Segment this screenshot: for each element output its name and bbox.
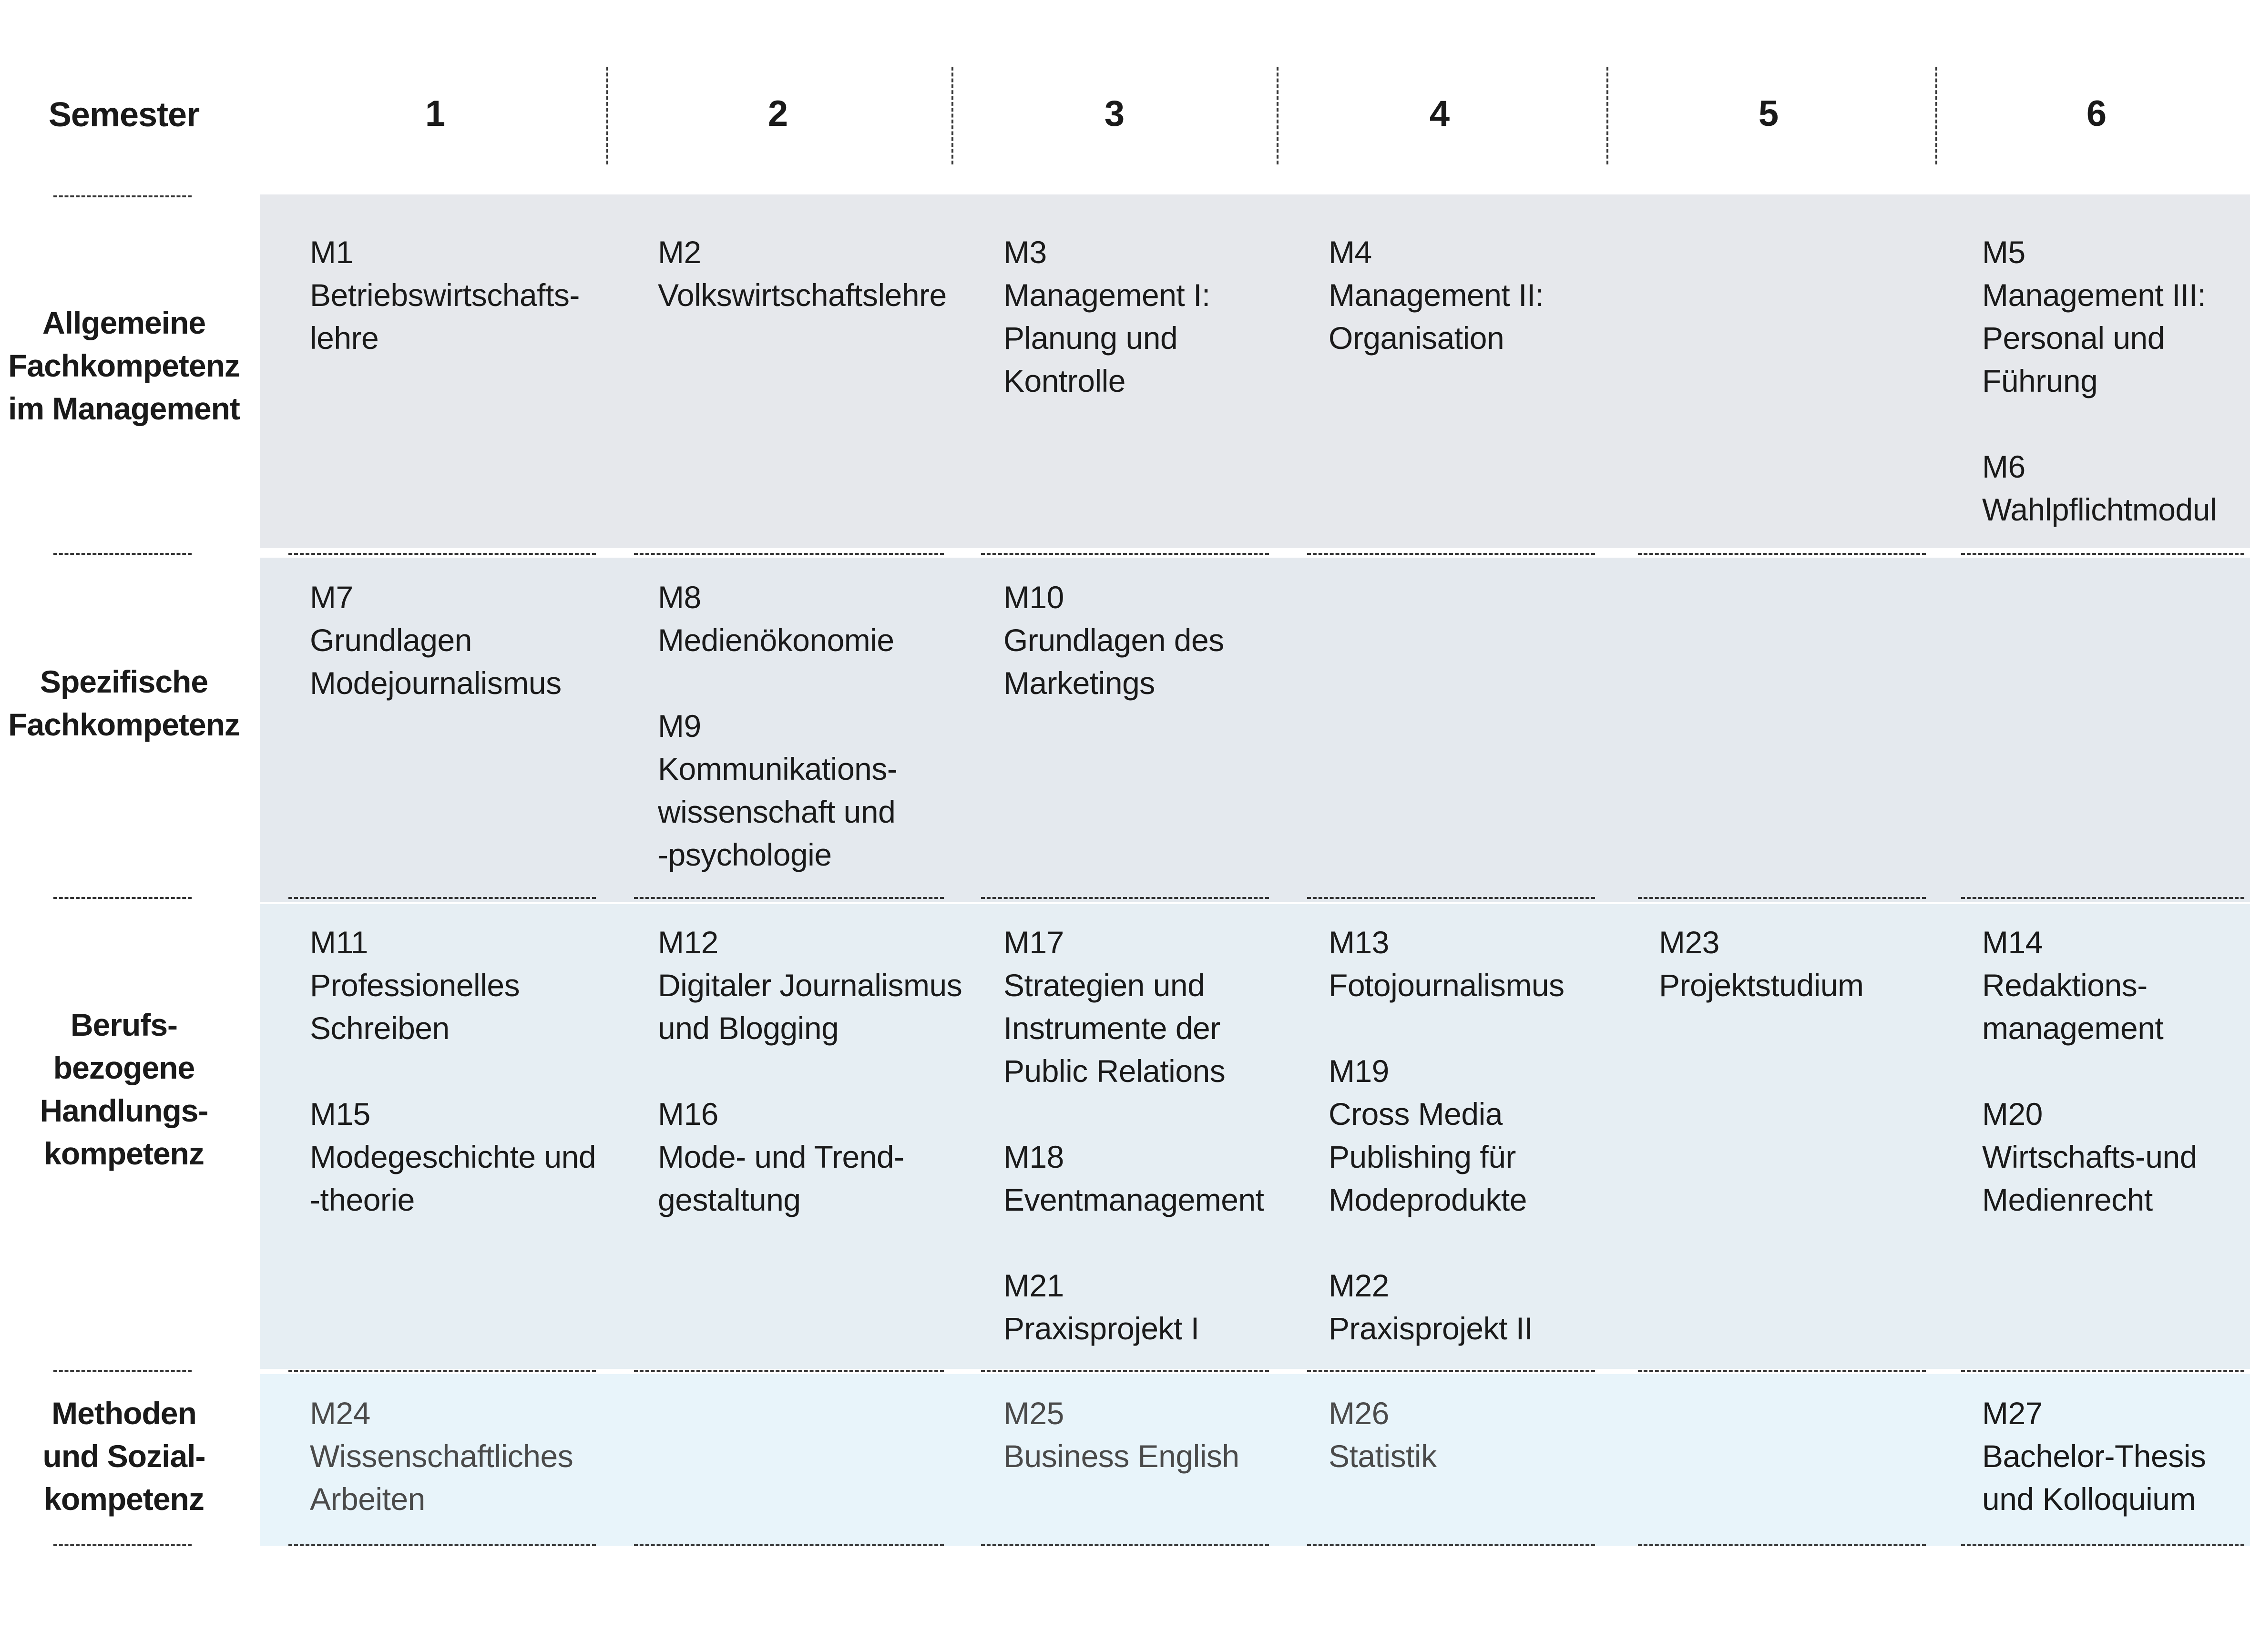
- module-title-line: Medienökonomie: [658, 622, 894, 658]
- row-separator: [981, 897, 1269, 899]
- row-separator-left: [53, 1544, 192, 1546]
- row-separator: [981, 1370, 1269, 1372]
- header-separator: [951, 67, 953, 164]
- module-title-line: und Kolloquium: [1982, 1481, 2196, 1517]
- module-code: M7: [310, 580, 353, 615]
- row-separator-left: [53, 897, 192, 899]
- module-title-line: Organisation: [1329, 320, 1504, 356]
- row-separator: [1307, 1370, 1595, 1372]
- module-code: M3: [1003, 235, 1047, 270]
- module-title-line: Medienrecht: [1982, 1182, 2153, 1217]
- row-label-line: Spezifische: [40, 664, 208, 699]
- module-code: M5: [1982, 235, 2025, 270]
- module-title-line: -psychologie: [658, 837, 832, 872]
- row-separator: [1307, 897, 1595, 899]
- module-title-line: Instrumente der: [1003, 1010, 1220, 1046]
- module-title-line: Führung: [1982, 363, 2098, 398]
- module-cell: [1329, 1392, 1437, 1478]
- semester-header-label: Semester: [48, 96, 200, 134]
- module-code: M1: [310, 235, 353, 270]
- module-cell: [310, 921, 596, 1221]
- module-entry: [1329, 1392, 1437, 1478]
- row-label-line: Berufs-: [70, 1007, 178, 1042]
- module-title-line: Modejournalismus: [310, 665, 562, 701]
- header-separator: [1935, 67, 1937, 164]
- row-separator-left: [53, 553, 192, 555]
- row-separator: [1961, 1544, 2244, 1546]
- module-entry: [1329, 921, 1565, 1007]
- semester-number-4: 4: [1429, 93, 1450, 134]
- module-entry: [1329, 1264, 1565, 1350]
- module-title-line: Praxisprojekt II: [1329, 1311, 1533, 1346]
- semester-number-1: 1: [425, 93, 446, 134]
- row-separator: [1638, 897, 1926, 899]
- module-entry: [1659, 921, 1864, 1007]
- module-entry: [1982, 1392, 2206, 1520]
- module-title-line: Management I:: [1003, 277, 1210, 313]
- module-code: M24: [310, 1396, 370, 1431]
- header-separator: [1606, 67, 1608, 164]
- row-separator: [1307, 1544, 1595, 1546]
- module-title-line: -theorie: [310, 1182, 415, 1217]
- header-separator: [1277, 67, 1278, 164]
- module-title-line: Kommunikations-: [658, 751, 898, 786]
- row-label: [0, 301, 248, 430]
- module-cell: [1329, 921, 1565, 1350]
- module-title-line: Grundlagen des: [1003, 622, 1224, 658]
- module-title-line: Cross Media: [1329, 1096, 1503, 1132]
- module-code: M19: [1329, 1053, 1389, 1089]
- module-title-line: Schreiben: [310, 1010, 450, 1046]
- module-code: M4: [1329, 235, 1372, 270]
- module-entry: [310, 1392, 573, 1520]
- row-label-line: und Sozial-: [42, 1438, 205, 1474]
- module-cell: [310, 576, 562, 704]
- module-cell: [658, 921, 962, 1221]
- module-code: M18: [1003, 1139, 1064, 1174]
- module-title-line: wissenschaft und: [658, 794, 896, 829]
- module-entry: [658, 1092, 962, 1221]
- row-separator: [1638, 1370, 1926, 1372]
- module-code: M27: [1982, 1396, 2043, 1431]
- module-title-line: Redaktions-: [1982, 968, 2148, 1003]
- module-entry: [658, 231, 947, 316]
- row-separator: [981, 553, 1269, 555]
- module-entry: [310, 1092, 596, 1221]
- module-cell: [658, 231, 947, 316]
- module-entry: [310, 576, 562, 704]
- module-title-line: Business English: [1003, 1438, 1239, 1474]
- row-separator: [288, 897, 596, 899]
- module-entry: [310, 231, 580, 359]
- row-label-line: Methoden: [51, 1396, 196, 1431]
- module-title-line: Personal und: [1982, 320, 2165, 356]
- semester-number-5: 5: [1758, 93, 1779, 134]
- module-title-line: Management III:: [1982, 277, 2206, 313]
- module-title-line: Public Relations: [1003, 1053, 1226, 1089]
- module-cell: [658, 576, 897, 876]
- module-entry: [1003, 576, 1224, 704]
- row-separator: [634, 897, 944, 899]
- module-title-line: lehre: [310, 320, 379, 356]
- row-label-line: bezogene: [53, 1050, 195, 1085]
- module-code: M15: [310, 1096, 370, 1132]
- module-title-line: Wirtschafts-und: [1982, 1139, 2197, 1174]
- semester-number-6: 6: [2086, 93, 2107, 134]
- module-cell: [310, 231, 580, 359]
- module-title-line: Betriebswirtschafts-: [310, 277, 580, 313]
- row-separator: [634, 1544, 944, 1546]
- module-title-line: Wissenschaftliches: [310, 1438, 573, 1474]
- module-entry: [310, 921, 596, 1050]
- row-separator: [1961, 897, 2244, 899]
- module-code: M16: [658, 1096, 718, 1132]
- module-title-line: Management II:: [1329, 277, 1544, 313]
- row-separator-left: [53, 1370, 192, 1372]
- module-title-line: Strategien und: [1003, 968, 1205, 1003]
- module-cell: [1329, 231, 1544, 359]
- row-separator: [634, 553, 944, 555]
- module-code: M8: [658, 580, 701, 615]
- module-title-line: Eventmanagement: [1003, 1182, 1264, 1217]
- module-cell: [1982, 1392, 2206, 1520]
- module-code: M9: [658, 708, 701, 744]
- module-title-line: Marketings: [1003, 665, 1155, 701]
- module-code: M25: [1003, 1396, 1064, 1431]
- module-entry: [1982, 1092, 2197, 1221]
- module-title-line: Modegeschichte und: [310, 1139, 596, 1174]
- row-label: [0, 660, 248, 746]
- module-title-line: Projektstudium: [1659, 968, 1864, 1003]
- module-title-line: Digitaler Journalismus: [658, 968, 962, 1003]
- module-entry: [658, 576, 897, 662]
- module-entry: [1003, 921, 1264, 1092]
- module-entry: [1003, 1135, 1264, 1221]
- module-entry: [658, 921, 962, 1050]
- module-cell: [1982, 231, 2217, 531]
- module-cell: [1003, 1392, 1239, 1478]
- module-entry: [1003, 1392, 1239, 1478]
- module-title-line: Praxisprojekt I: [1003, 1311, 1199, 1346]
- row-label-line: Allgemeine: [42, 305, 206, 340]
- module-title-line: Volkswirtschaftslehre: [658, 277, 947, 313]
- module-code: M6: [1982, 449, 2025, 484]
- row-separator-left: [53, 195, 192, 197]
- module-title-line: Modeprodukte: [1329, 1182, 1527, 1217]
- module-entry: [1003, 231, 1210, 402]
- module-title-line: Grundlagen: [310, 622, 472, 658]
- row-separator: [634, 1370, 944, 1372]
- module-code: M11: [310, 925, 368, 960]
- semester-number-2: 2: [767, 93, 788, 134]
- row-separator: [1961, 1370, 2244, 1372]
- module-title-line: Professionelles: [310, 968, 520, 1003]
- module-code: M12: [658, 925, 718, 960]
- row-separator: [288, 1544, 596, 1546]
- module-cell: [1003, 576, 1224, 704]
- module-code: M23: [1659, 925, 1719, 960]
- module-entry: [1982, 921, 2197, 1050]
- semester-number-3: 3: [1104, 93, 1125, 134]
- module-entry: [1329, 1050, 1565, 1221]
- module-title-line: Wahlpflichtmodul: [1982, 492, 2217, 527]
- module-code: M10: [1003, 580, 1064, 615]
- module-title-line: Planung und: [1003, 320, 1178, 356]
- module-title-line: Statistik: [1329, 1438, 1437, 1474]
- row-label-line: Fachkompetenz: [8, 348, 240, 383]
- header-separator: [606, 67, 608, 164]
- row-label: [0, 1392, 248, 1520]
- module-title-line: Arbeiten: [310, 1481, 425, 1517]
- module-title-line: Fotojournalismus: [1329, 968, 1565, 1003]
- row-separator: [288, 553, 596, 555]
- row-separator: [288, 1370, 596, 1372]
- row-label-line: Handlungs-: [40, 1093, 208, 1128]
- module-code: M13: [1329, 925, 1389, 960]
- row-separator: [981, 1544, 1269, 1546]
- module-entry: [658, 704, 897, 876]
- module-cell: [1659, 921, 1864, 1007]
- row-separator: [1961, 553, 2244, 555]
- module-title-line: management: [1982, 1010, 2164, 1046]
- row-separator: [1638, 1544, 1926, 1546]
- module-code: M17: [1003, 925, 1064, 960]
- module-title-line: Kontrolle: [1003, 363, 1125, 398]
- row-label-line: im Management: [8, 391, 240, 426]
- module-entry: [1982, 231, 2217, 402]
- module-title-line: Bachelor-Thesis: [1982, 1438, 2206, 1474]
- module-title-line: und Blogging: [658, 1010, 839, 1046]
- module-cell: [1982, 921, 2197, 1221]
- module-cell: [1003, 231, 1210, 402]
- module-code: M2: [658, 235, 701, 270]
- module-code: M26: [1329, 1396, 1389, 1431]
- row-separator: [1307, 553, 1595, 555]
- module-code: M20: [1982, 1096, 2043, 1132]
- row-label-line: Fachkompetenz: [8, 707, 240, 742]
- module-entry: [1329, 231, 1544, 359]
- module-entry: [1003, 1264, 1264, 1350]
- module-title-line: gestaltung: [658, 1182, 801, 1217]
- module-title-line: Mode- und Trend-: [658, 1139, 904, 1174]
- module-cell: [310, 1392, 573, 1520]
- row-label-line: kompetenz: [44, 1136, 204, 1171]
- module-title-line: Publishing für: [1329, 1139, 1516, 1174]
- module-entry: [1982, 445, 2217, 531]
- module-cell: [1003, 921, 1264, 1350]
- module-code: M14: [1982, 925, 2043, 960]
- module-code: M21: [1003, 1268, 1064, 1303]
- row-separator: [1638, 553, 1926, 555]
- row-label: [0, 1003, 248, 1175]
- module-code: M22: [1329, 1268, 1389, 1303]
- row-label-line: kompetenz: [44, 1481, 204, 1517]
